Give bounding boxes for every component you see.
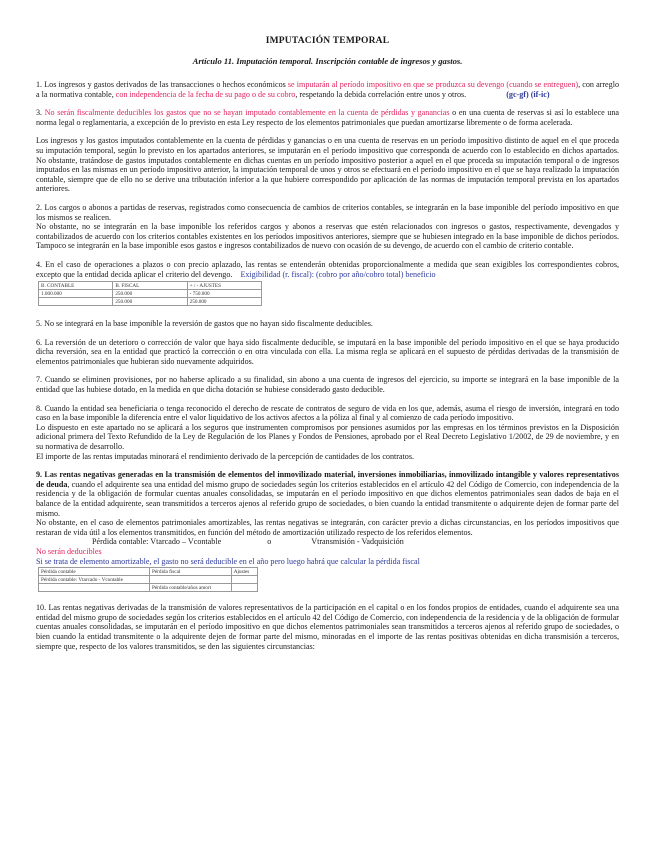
paragraph-2a: 2. Los cargos o abonos a partidas de reservas, registrados como consecuencia de cambios de criterios contables, se integrarán en la base imponible del período impositivo en que los mismos se realicen. <box>36 202 619 222</box>
article-heading: Artículo 11. Imputación temporal. Inscripción contable de ingresos y gastos. <box>192 56 463 66</box>
adjustments-table <box>38 281 262 306</box>
table-row: 250.000 250.000 <box>39 298 262 306</box>
paragraph-9c: No obstante, en el caso de elementos patrimoniales amortizables, las rentas negativas se integrarán, con carácter previo a dichas circunstancias, en los períodos impositivos que restaran de vida útil a los elementos transmitidos, en función del método de amortización utilizado respecto de los referidos elementos. <box>36 518 619 537</box>
paragraph-9: 9. Las rentas negativas generadas en la transmisión de elementos del inmovilizado material, inversiones inmobiliarias, inmovilizado intangible y valores representativos de deuda, cuando el adquirente sea una entidad del mismo grupo de sociedades según los criterios establecidos en el artículo 42 del Código de Comercio, con independencia de la residencia y de la obligación de formular cuentas anuales consolidadas, se imputarán en el período impositivo en que dichos elementos patrimoniales sean dados de baja en el balance de la entidad adquirente, sean transmitidos a terceros ajenos al referido grupo de sociedades, o bien cuando la entidad transmitente o adquirente dejen de formar parte del mismo. <box>36 470 619 518</box>
note-no-deducibles: No serán deducibles <box>36 546 102 556</box>
table-row: Pérdida contable/años amort <box>39 584 258 592</box>
paragraph-8b: Lo dispuesto en este apartado no se aplicará a los seguros que instrumenten compromisos por pensiones asumidos por las empresas en los términos previstos en la Disposición adicional primera del Texto Refundido de la Ley de Regulación de los Planes y Fondos de Pensiones, aprobado por el Real Decreto Legislativo 1/2002, de 29 de noviembre, y en su normativa de desarrollo. <box>36 422 619 452</box>
paragraph-4: 4. En el caso de operaciones a plazos o con precio aplazado, las rentas se entenderán obtenidas proporcionalmente a medida que sean exigibles los correspondientes cobros, excepto que la entidad decida aplicar el criterio del devengo. Exigibilidad (r. fiscal): (cobro por año/cobro total) beneficio <box>36 259 619 279</box>
paragraph-6: 6. La reversión de un deterioro o corrección de valor que haya sido fiscalmente deducible, se imputará en la base imponible del período impositivo en el que se haya producido dicha reversión, sea en la entidad que practicó la corrección o en otra vinculada con ella. La misma regla se aplicará en el supuesto de pérdidas derivadas de la transmisión de elementos patrimoniales que hubieran sido nuevamente adquiridos. <box>36 337 619 366</box>
paragraph-8a: 8. Cuando la entidad sea beneficiaria o tenga reconocido el derecho de rescate de contratos de seguro de vida en los que, además, asuma el riesgo de inversión, integrará en todo caso en la base imponible la diferencia entre el valor liquidativo de los activos afectos a la póliza al final y al comienzo de cada período impositivo. <box>36 403 619 423</box>
paragraph-3: 3. No serán fiscalmente deducibles los gastos que no se hayan imputado contablemente en la cuenta de pérdidas y ganancias o en una cuenta de reservas si así lo establece una norma legal o reglamentaria, a excepción de lo previsto en esta Ley respecto de los elementos patrimoniales que puedan amortizarse libremente o de forma acelerada. <box>36 108 620 127</box>
table-row: Pérdida contable: Vtarcado - Vcontable <box>39 576 258 584</box>
paragraph-8c: El importe de las rentas imputadas minorará el rendimiento derivado de la percepción de cantidades de los contratos. <box>36 451 415 461</box>
highlight-no-deducibles: No serán fiscalmente deducibles los gastos que no se hayan imputado contablemente en la cuenta de pérdidas y ganancias <box>44 108 450 118</box>
paragraph-3b: Los ingresos y los gastos imputados contablemente en la cuenta de pérdidas y ganancias o en una cuenta de reservas en un período impositivo distinto de aquel en el que proceda su imputación temporal, según lo previsto en los apartados anteriores, se imputarán en el período impositivo que corresponda de acuerdo con lo establecido en dichos apartados. No obstante, tratándose de gastos imputados contablemente en dichas cuentas en un período impositivo posterior a aquel en el que proceda su imputación temporal o de ingresos imputados en las mismas en un período impositivo anterior, la imputación temporal de unos y otros se efectuará en el período impositivo en el que se haya realizado la imputación contable, siempre que de ello no se derive una tributación inferior a la que hubiere correspondido por aplicación de las normas de imputación temporal prevista en los apartados anteriores. <box>36 136 619 194</box>
document-title: IMPUTACIÓN TEMPORAL <box>265 36 390 46</box>
paragraph-10: 10. Las rentas negativas derivadas de la transmisión de valores representativos de la participación en el capital o en los fondos propios de entidades, cuando el adquirente sea una entidad del mismo grupo de sociedades según los criterios establecidos en el artículo 42 del Código de Comercio, con independencia de la residencia y de la obligación de formular cuentas anuales consolidadas, se imputarán en el período impositivo en que dichos elementos patrimoniales sean transmitidos a terceros ajenos al referido grupo de sociedades, o bien cuando la entidad transmitente o la adquirente dejen de formar parte del mismo, minoradas en el importe de las rentas positivas obtenidas en dicha transmisión a terceros, siempre que, respecto de los valores transmitidos, se den las siguientes circunstancias: <box>36 603 619 651</box>
paragraph-1: 1. Los ingresos y gastos derivados de las transacciones o hechos económicos se imputarán al período impositivo en que se produzca su devengo (cuando se entreguen), con arreglo a la normativa contable, con independencia de la fecha de su pago o de su cobro, respetando la debida correlación entre unos y otros. (gc-gf) (if-ic) <box>36 80 619 99</box>
bold-lead-9: 9. Las rentas negativas generadas en la transmisión de elementos del inmovilizado material, inversiones inmobiliarias, inmovilizado intangible y valores representativos de deuda <box>36 470 619 489</box>
paragraph-2b: No obstante, no se integrarán en la base imponible los referidos cargos y abonos a reservas que estén relacionados con ingresos o gastos, respectivamente, devengados y contabilizados de acuerdo con los criterios contables existentes en los períodos impositivos anteriores, siempre que se hubiesen integrado en la base imponible de dichos períodos. Tampoco se integrarán en la base imponible esos gastos e ingresos contabilizados de nuevo con ocasión de su devengo, de acuerdo con el cambio de criterio contable. <box>36 222 619 251</box>
highlight-pago-cobro: con independencia de la fecha de su pago o de su cobro <box>115 89 296 99</box>
note-amortizable: Si se trata de elemento amortizable, el gasto no será deducible en el año pero luego habrá que calcular la pérdida fiscal <box>36 556 420 566</box>
table-row: B. CONTABLE B. FISCAL + / - AJUSTES <box>39 282 262 290</box>
loss-table <box>38 567 258 592</box>
document-page <box>36 36 619 651</box>
table-row: 1.000.000 250.000 - 750.000 <box>39 290 262 298</box>
paragraph-5: 5. No se integrará en la base imponible la reversión de gastos que no hayan sido fiscalmente deducibles. <box>36 319 373 329</box>
highlight-devengo: se imputarán al período impositivo en que se produzca su devengo (cuando se entreguen) <box>287 80 579 89</box>
note-exigibilidad: Exigibilidad (r. fiscal): (cobro por año/cobro total) beneficio <box>240 269 436 279</box>
table-row: Pérdida contable Pérdida fiscal Ajustes <box>39 568 258 576</box>
paragraph-7: 7. Cuando se eliminen provisiones, por no haberse aplicado a su finalidad, sin abono a una cuenta de ingresos del ejercicio, su importe se integrará en la base imponible de la entidad que las hubiese dotado, en la medida en que dicha dotación se hubiese considerado gasto deducible. <box>36 375 619 395</box>
note-formula: (gc-gf) (if-ic) <box>506 89 550 99</box>
paragraph-9-formula: Pérdida contable: Vtarcado – Vcontable o Vtransmisión - Vadquisición <box>92 537 404 547</box>
